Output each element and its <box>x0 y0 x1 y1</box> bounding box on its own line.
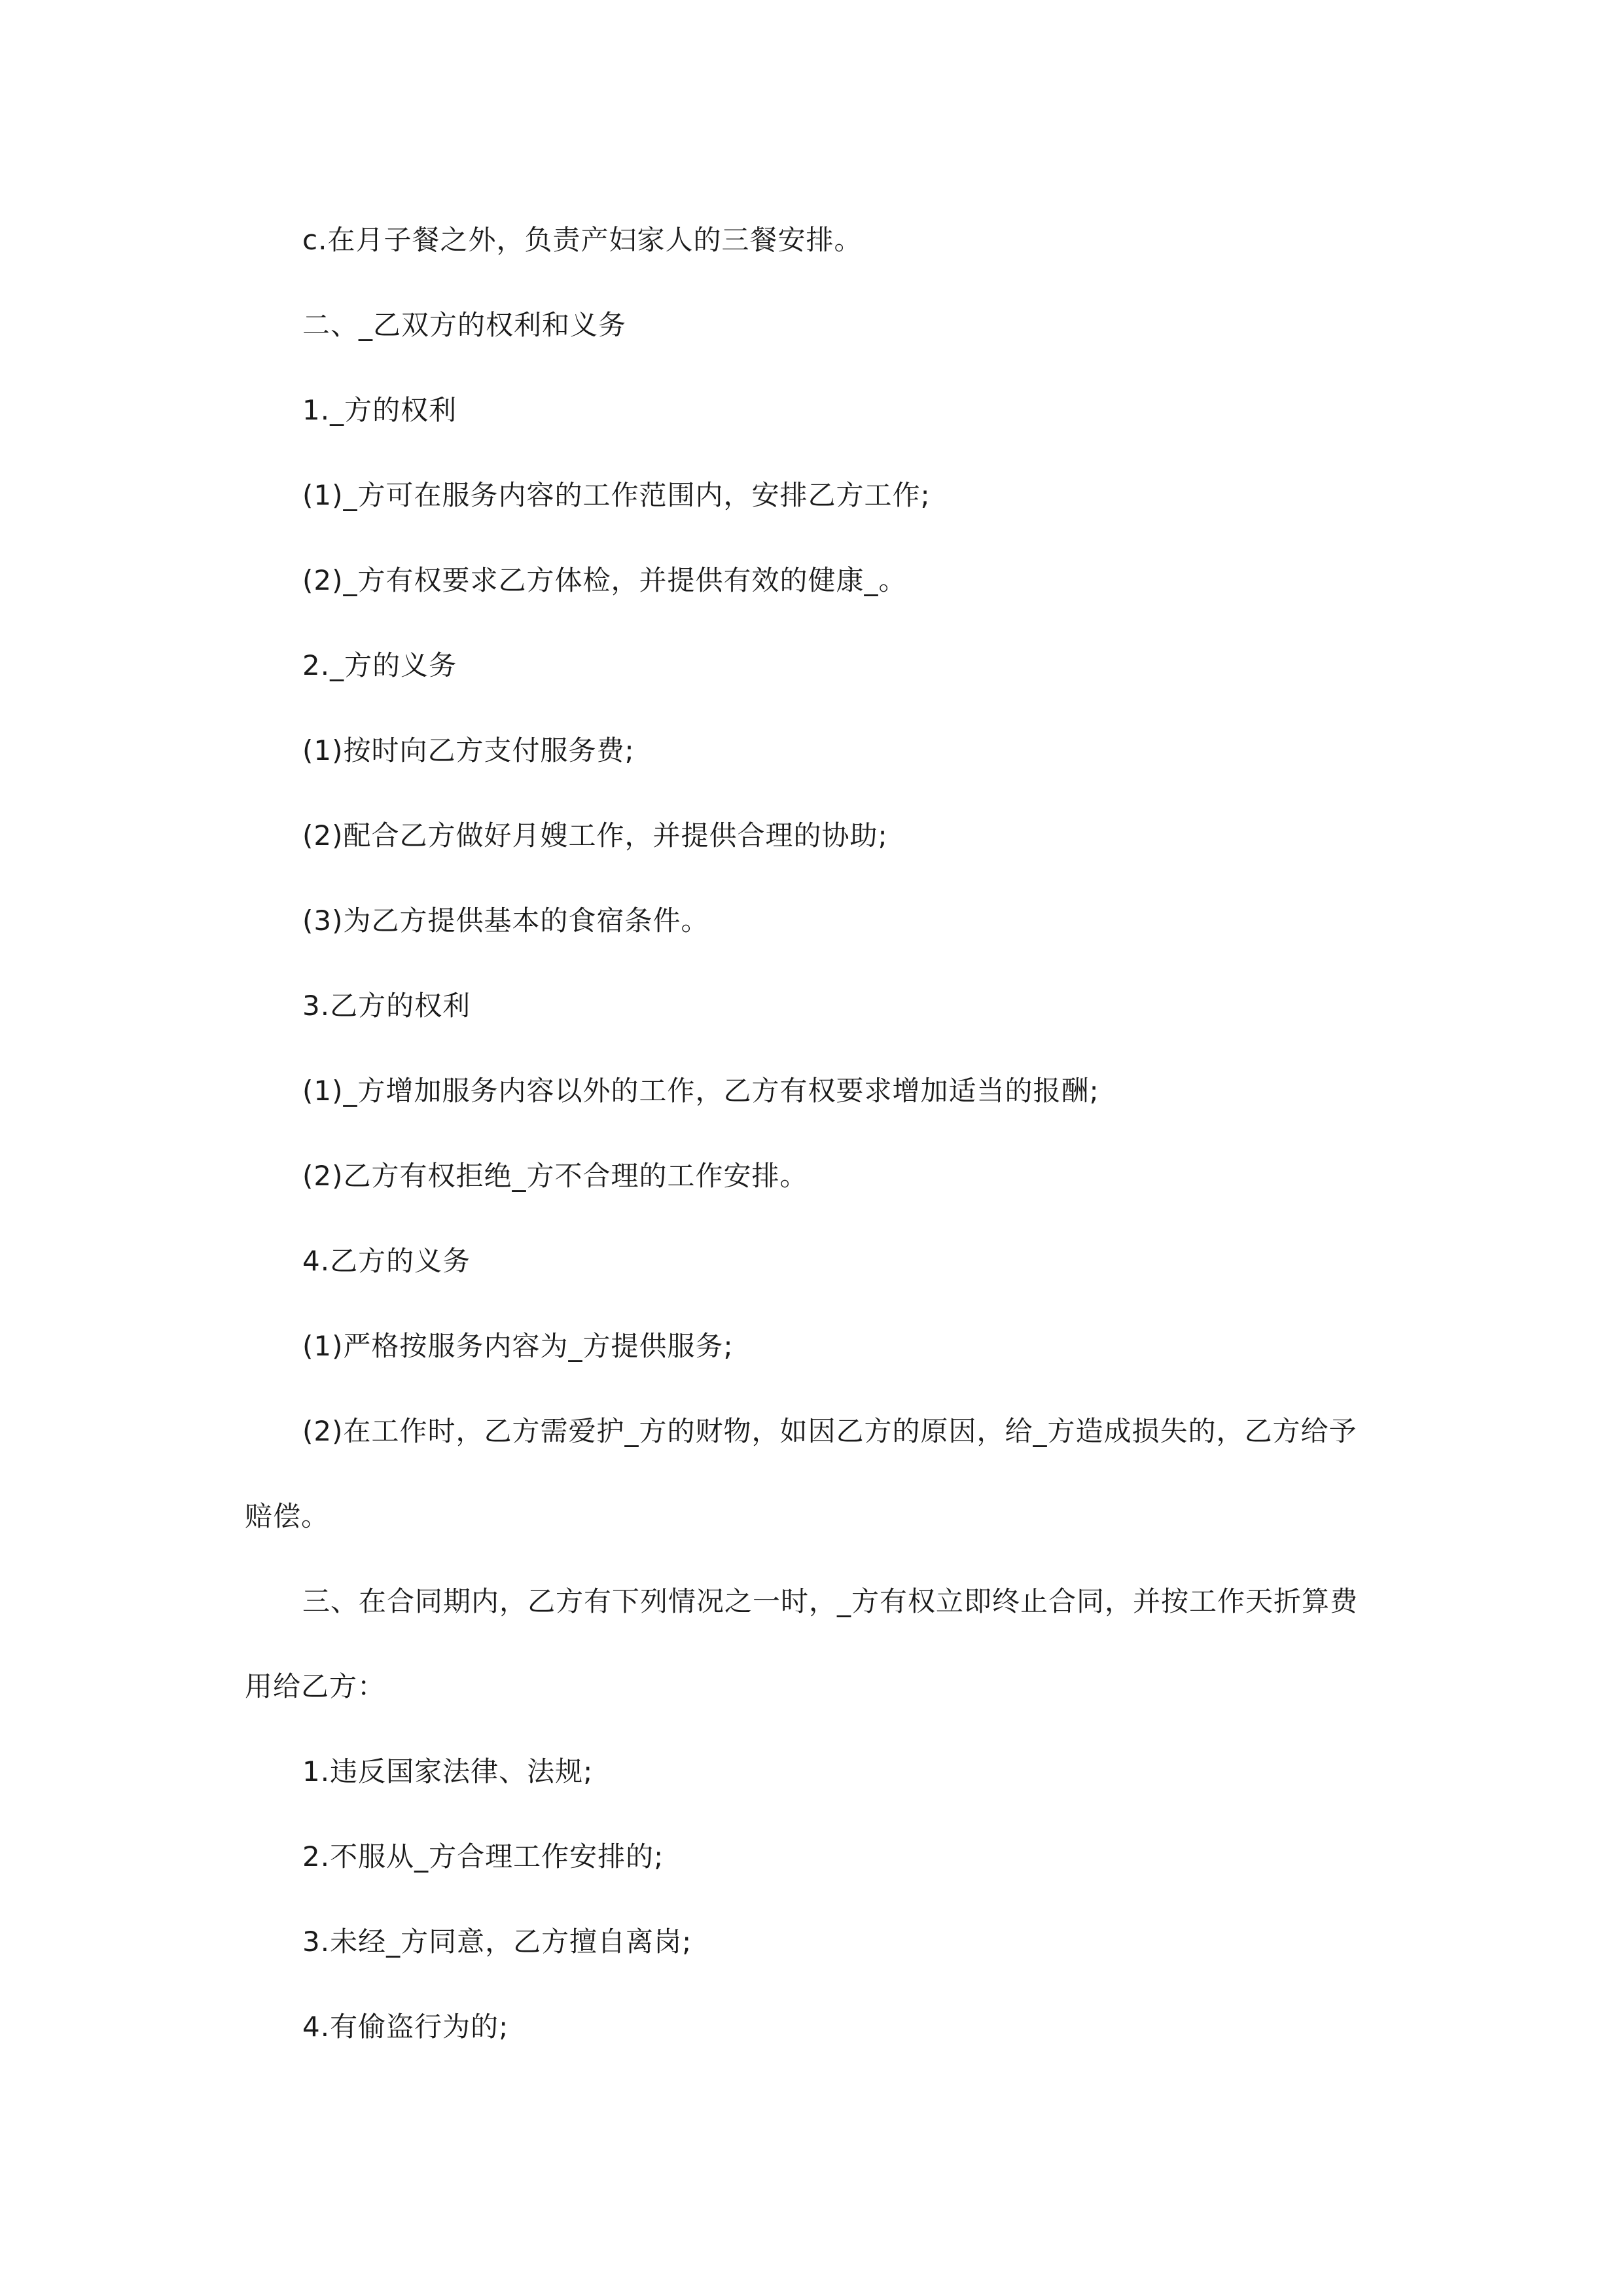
section-heading: 三、在合同期内，乙方有下列情况之一时，_方有权立即终止合同，并按工作天折算费 <box>302 1585 1359 1617</box>
paragraph-line: 2.不服从_方合理工作安排的; <box>302 1840 664 1873</box>
paragraph-line: (1)_方增加服务内容以外的工作，乙方有权要求增加适当的报酬; <box>302 1075 1099 1107</box>
paragraph-line: 1.违反国家法律、法规; <box>302 1755 594 1787</box>
subsection-heading: 2._方的义务 <box>302 649 457 681</box>
paragraph-line: 赔偿。 <box>245 1500 330 1532</box>
subsection-heading: 4.乙方的义务 <box>302 1245 471 1277</box>
paragraph-line: (1)_方可在服务内容的工作范围内，安排乙方工作; <box>302 479 931 511</box>
subsection-heading: 1._方的权利 <box>302 394 457 426</box>
paragraph-line: (3)为乙方提供基本的食宿条件。 <box>302 905 709 937</box>
paragraph-line: c.在月子餐之外，负责产妇家人的三餐安排。 <box>302 224 863 256</box>
paragraph-line: 3.未经_方同意，乙方擅自离岗; <box>302 1926 692 1958</box>
paragraph-line: 4.有偷盗行为的; <box>302 2011 509 2043</box>
paragraph-line: (2)_方有权要求乙方体检，并提供有效的健康_。 <box>302 564 907 596</box>
subsection-heading: 3.乙方的权利 <box>302 990 471 1022</box>
paragraph-line: (2)在工作时，乙方需爱护_方的财物，如因乙方的原因，给_方造成损失的，乙方给予 <box>302 1415 1357 1447</box>
paragraph-line: 用给乙方： <box>245 1670 386 1702</box>
paragraph-line: (2)配合乙方做好月嫂工作，并提供合理的协助; <box>302 819 888 852</box>
section-heading: 二、_乙双方的权利和义务 <box>302 309 627 341</box>
paragraph-line: (2)乙方有权拒绝_方不合理的工作安排。 <box>302 1160 808 1192</box>
paragraph-line: (1)严格按服务内容为_方提供服务; <box>302 1330 734 1362</box>
paragraph-line: (1)按时向乙方支付服务费; <box>302 734 635 766</box>
